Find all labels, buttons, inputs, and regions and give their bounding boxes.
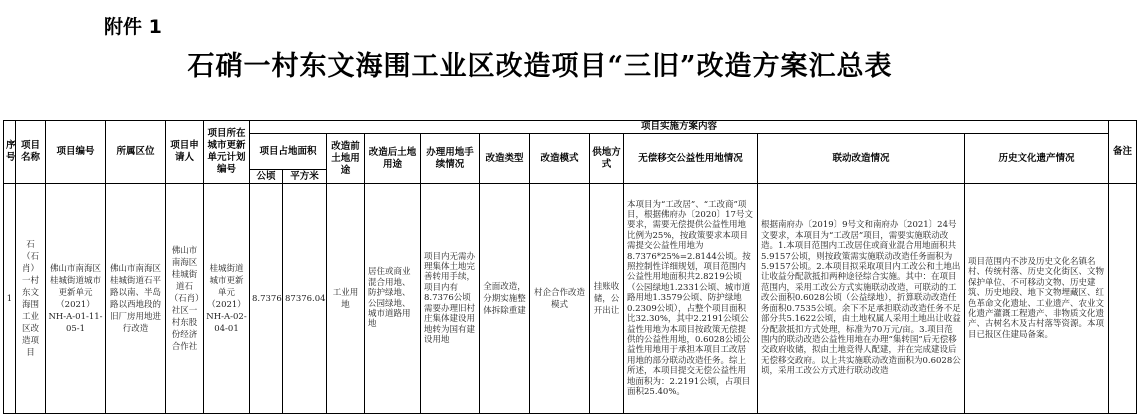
header-procedure: 办理用地手续情况 [421, 134, 480, 184]
cell-heritage: 项目范围内不涉及历史文化名镇名村、传统村落、历史文化街区、文物保护单位、不可移动文物、历史建筑、历史地段、地下文物埋藏区、红色革命文化遗址、工业遗产、农业文化遗产灌溉工程遗产、非物质文化遗产、古树名木及古村落等资源。本项目已报区住建局备案。 [965, 184, 1109, 414]
cell-seq: 1 [4, 184, 16, 414]
table-row [4, 184, 1137, 414]
cell-procedure: 项目内无需办理集体土地完善转用手续，项目内有8.7376公顷需要办理旧村庄集体建设用地转为国有建设用地 [421, 184, 480, 414]
summary-table [3, 120, 1137, 414]
attachment-label: 附件 1 [104, 16, 162, 38]
page-title: 石硝一村东文海围工业区改造项目“三旧”改造方案汇总表 [187, 51, 893, 82]
header-mode: 改造模式 [530, 134, 590, 184]
header-public-land: 无偿移交公益性用地情况 [624, 134, 758, 184]
cell-remark [1109, 184, 1137, 414]
header-implementation: 项目实施方案内容 [250, 121, 1109, 134]
cell-pre-use: 工业用地 [327, 184, 365, 414]
cell-location: 佛山市南海区桂城街道石平路以南、半岛路以西地段的旧厂房用地进行改造 [106, 184, 166, 414]
header-remark: 备注 [1109, 121, 1137, 184]
header-area: 项目占地面积 [250, 134, 327, 170]
header-seq: 序号 [4, 121, 16, 184]
cell-area-sqm: 87376.04 [283, 184, 327, 414]
header-pre-use: 改造前土地用途 [327, 134, 365, 184]
cell-public-land: 本项目为“工改居”、“工改商”项目，根据佛府办〔2020〕17号文要求，需要无偿提供公益性用地比例为25%，按政策要求本项目需提交公益性用地为8.7376*25%=2.8144公顷。按照控制性详细规划，项目范围内公益性用地面积共2.8219公顷（公园绿地1.2331公顷、城市道路用地1.3579公顷、防护绿地0.2309公顷），占整个项目面积比32.30%，其中2.2191公顷公益性用地为本项目按政策无偿提供的公益性用地，0.6028公顷公益性用地用于承担本项目工改居用地的部分联动改造任务。综上所述，本项目提交无偿公益性用地面积为：2.2191公顷，占项目面积25.40%。 [624, 184, 758, 414]
header-type: 改造类型 [480, 134, 530, 184]
header-supply: 供地方式 [590, 134, 624, 184]
header-area-sqm: 平方米 [283, 170, 327, 184]
header-unit-code: 项目所在城市更新单元计划编号 [204, 121, 250, 184]
header-heritage: 历史文化遗产情况 [965, 134, 1109, 184]
cell-unit-code: 桂城街道城市更新单元（2021）NH-A-02-04-01 [204, 184, 250, 414]
cell-name: 石（石肖）一村东文海围工业区改造项目 [16, 184, 46, 414]
header-post-use: 改造后土地用途 [365, 134, 421, 184]
header-name: 项目名称 [16, 121, 46, 184]
cell-code: 佛山市南海区桂城街道城市更新单元（2021）NH-A-01-11-05-1 [46, 184, 106, 414]
header-area-ha: 公顷 [250, 170, 283, 184]
cell-supply: 挂账收储，公开出让 [590, 184, 624, 414]
header-code: 项目编号 [46, 121, 106, 184]
cell-mode: 村企合作改造模式 [530, 184, 590, 414]
cell-post-use: 居住或商业混合用地、防护绿地、公园绿地、城市道路用地 [365, 184, 421, 414]
cell-applicant: 佛山市南海区桂城街道石（石肖）社区一村东股份经济合作社 [166, 184, 204, 414]
header-linked: 联动改造情况 [758, 134, 965, 184]
cell-type: 全面改造，分期实施整体拆除重建 [480, 184, 530, 414]
cell-linked: 根据南府办〔2019〕9号文和南府办〔2021〕24号文要求，本项目为“工改居”项目，需要实施联动改造。1.本项目范围内工改居住或商业混合用地面积共5.9157公顷，则按政策需实施联动改造任务面积为5.9157公顷。2.本项目拟采取项目内工改公和土地出让收益分配款抵扣两种途径综合实施。其中：在项目范围内，采用工改公方式实施联动改造，可联动的工改公面积0.6028公顷（公益绿地），折算联动改造任务面积0.7535公顷。余下不足承担联动改造任务不足部分共5.1622公顷，由土地权属人采用土地出让收益分配款抵扣方式处理，标准为70万元/亩。3.项目范围内的联动改造公益性用地在办理“集转国”后无偿移交政府收储，拟由土地竞得人配建，并在完成建设后无偿移交政府。以上共实施联动改造面积为0.6028公顷，采用工改公方式进行联动改造 [758, 184, 965, 414]
header-applicant: 项目申请人 [166, 121, 204, 184]
cell-area-ha: 8.7376 [250, 184, 283, 414]
header-location: 所属区位 [106, 121, 166, 184]
